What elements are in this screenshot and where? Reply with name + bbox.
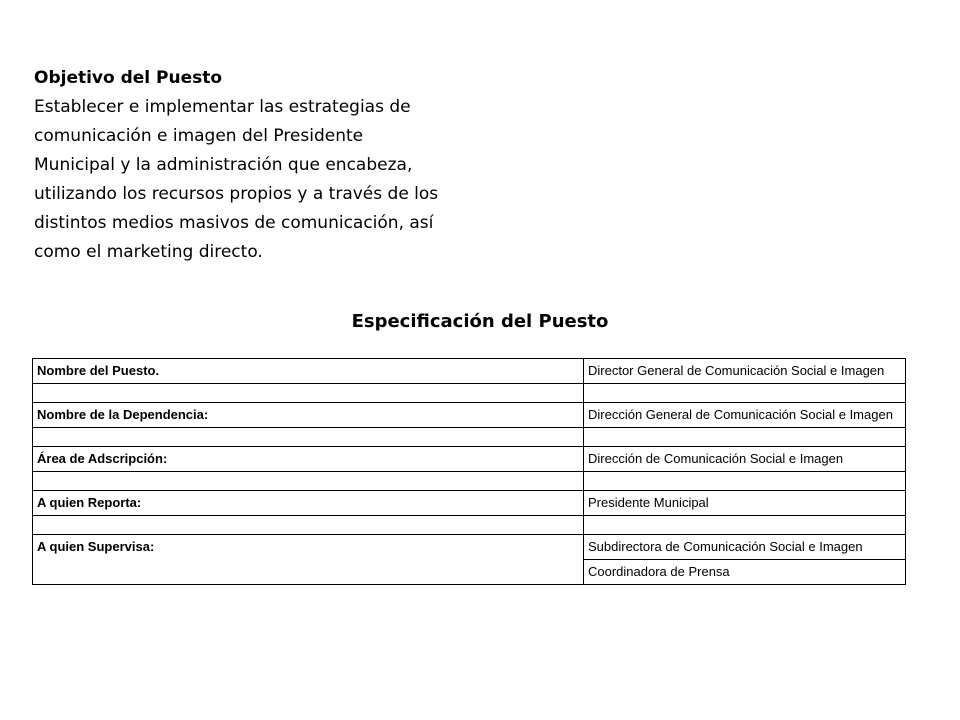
row-label: Área de Adscripción: [33,447,584,472]
objective-section [34,64,514,267]
spacer-cell [584,516,906,535]
row-label: A quien Reporta: [33,491,584,516]
spacer-row [33,428,906,447]
table-row [33,535,906,560]
objective-heading: Objetivo del Puesto [34,68,223,88]
objective-text-line: como el marketing directo. [34,242,263,262]
spacer-cell [33,428,584,447]
spacer-cell [33,516,584,535]
row-value: Coordinadora de Prensa [584,560,906,585]
row-value: Dirección de Comunicación Social e Imagen [584,447,906,472]
table-row [33,359,906,384]
specification-title: Especificación del Puesto [351,311,609,332]
objective-text-line: utilizando los recursos propios y a través de los [34,184,439,204]
spacer-cell [584,428,906,447]
objective-text-line: comunicación e imagen del Presidente [34,126,364,146]
spacer-row [33,472,906,491]
row-value: Director General de Comunicación Social e Imagen [584,359,906,384]
spacer-row [33,516,906,535]
table-row [33,403,906,428]
row-label: A quien Supervisa: [33,535,584,585]
row-label: Nombre del Puesto. [33,359,584,384]
spacer-cell [584,384,906,403]
row-value: Dirección General de Comunicación Social e Imagen [584,403,906,428]
table-row [33,491,906,516]
objective-text-line: distintos medios masivos de comunicación, así [34,213,434,233]
spacer-cell [33,384,584,403]
objective-text-line: Establecer e implementar las estrategias de [34,97,411,117]
objective-text-line: Municipal y la administración que encabeza, [34,155,413,175]
specification-table [32,358,906,585]
row-value: Subdirectora de Comunicación Social e Imagen [584,535,906,560]
spacer-cell [33,472,584,491]
spacer-cell [584,472,906,491]
row-value: Presidente Municipal [584,491,906,516]
table-row [33,447,906,472]
spacer-row [33,384,906,403]
row-label: Nombre de la Dependencia: [33,403,584,428]
